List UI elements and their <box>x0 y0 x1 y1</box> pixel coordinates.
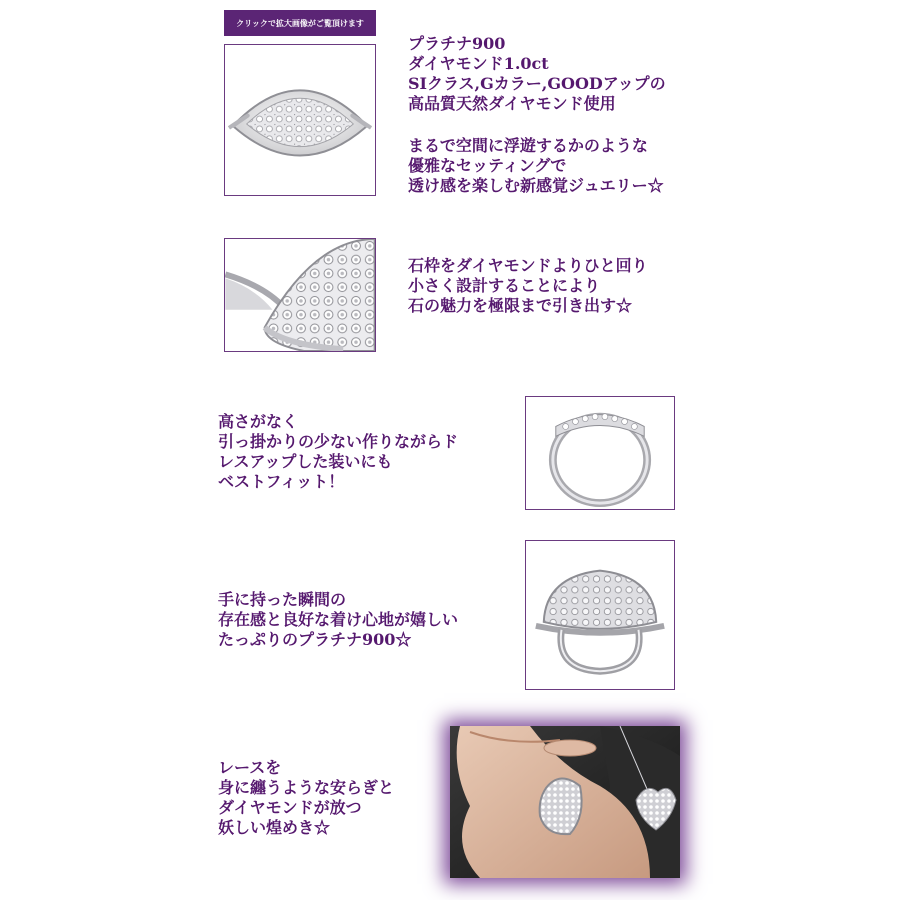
setting-closeup-image[interactable] <box>224 238 376 352</box>
ring-back-view-image[interactable] <box>525 540 675 690</box>
intro-line: 透け感を楽しむ新感覚ジュエリー☆ <box>408 176 664 195</box>
spec-text-block <box>408 34 666 114</box>
fit-line: ベストフィット！ <box>218 472 345 491</box>
fit-text-block <box>218 412 458 492</box>
intro-text-block <box>408 136 664 196</box>
weight-line: 手に持った瞬間の <box>218 590 347 609</box>
weight-line: たっぷりのプラチナ900☆ <box>218 630 412 649</box>
zoom-hint-badge[interactable]: クリックで拡大画像がご覧頂けます <box>224 10 376 36</box>
spec-line: 高品質天然ダイヤモンド使用 <box>408 94 616 113</box>
fit-line: 引っ掛かりの少ない作りながらド <box>218 432 459 451</box>
spec-line: ダイヤモンド1.0ct <box>408 54 549 73</box>
fit-line: 高さがなく <box>218 412 299 431</box>
ring-worn-on-hand-image[interactable] <box>450 726 680 878</box>
lace-line: レースを <box>218 758 282 777</box>
lace-line: ダイヤモンドが放つ <box>218 798 362 817</box>
spec-line: プラチナ900 <box>408 34 506 53</box>
ring-side-profile-image[interactable] <box>525 396 675 510</box>
intro-line: 優雅なセッティングで <box>408 156 567 175</box>
setting-line: 石枠をダイヤモンドよりひと回り <box>408 256 648 275</box>
weight-line: 存在感と良好な着け心地が嬉しい <box>218 610 459 629</box>
lace-line: 妖しい煌めき☆ <box>218 818 331 837</box>
intro-line: まるで空間に浮遊するかのような <box>408 136 648 155</box>
setting-line: 小さく設計することにより <box>408 276 601 295</box>
setting-text-block <box>408 256 648 316</box>
lace-text-block <box>218 758 394 838</box>
lace-line: 身に纏うような安らぎと <box>218 778 395 797</box>
ring-top-view-image[interactable] <box>224 44 376 196</box>
setting-line: 石の魅力を極限まで引き出す☆ <box>408 296 633 315</box>
spec-line: SIクラス,Gカラー,GOODアップの <box>408 74 666 93</box>
fit-line: レスアップした装いにも <box>218 452 393 471</box>
weight-text-block <box>218 590 458 650</box>
